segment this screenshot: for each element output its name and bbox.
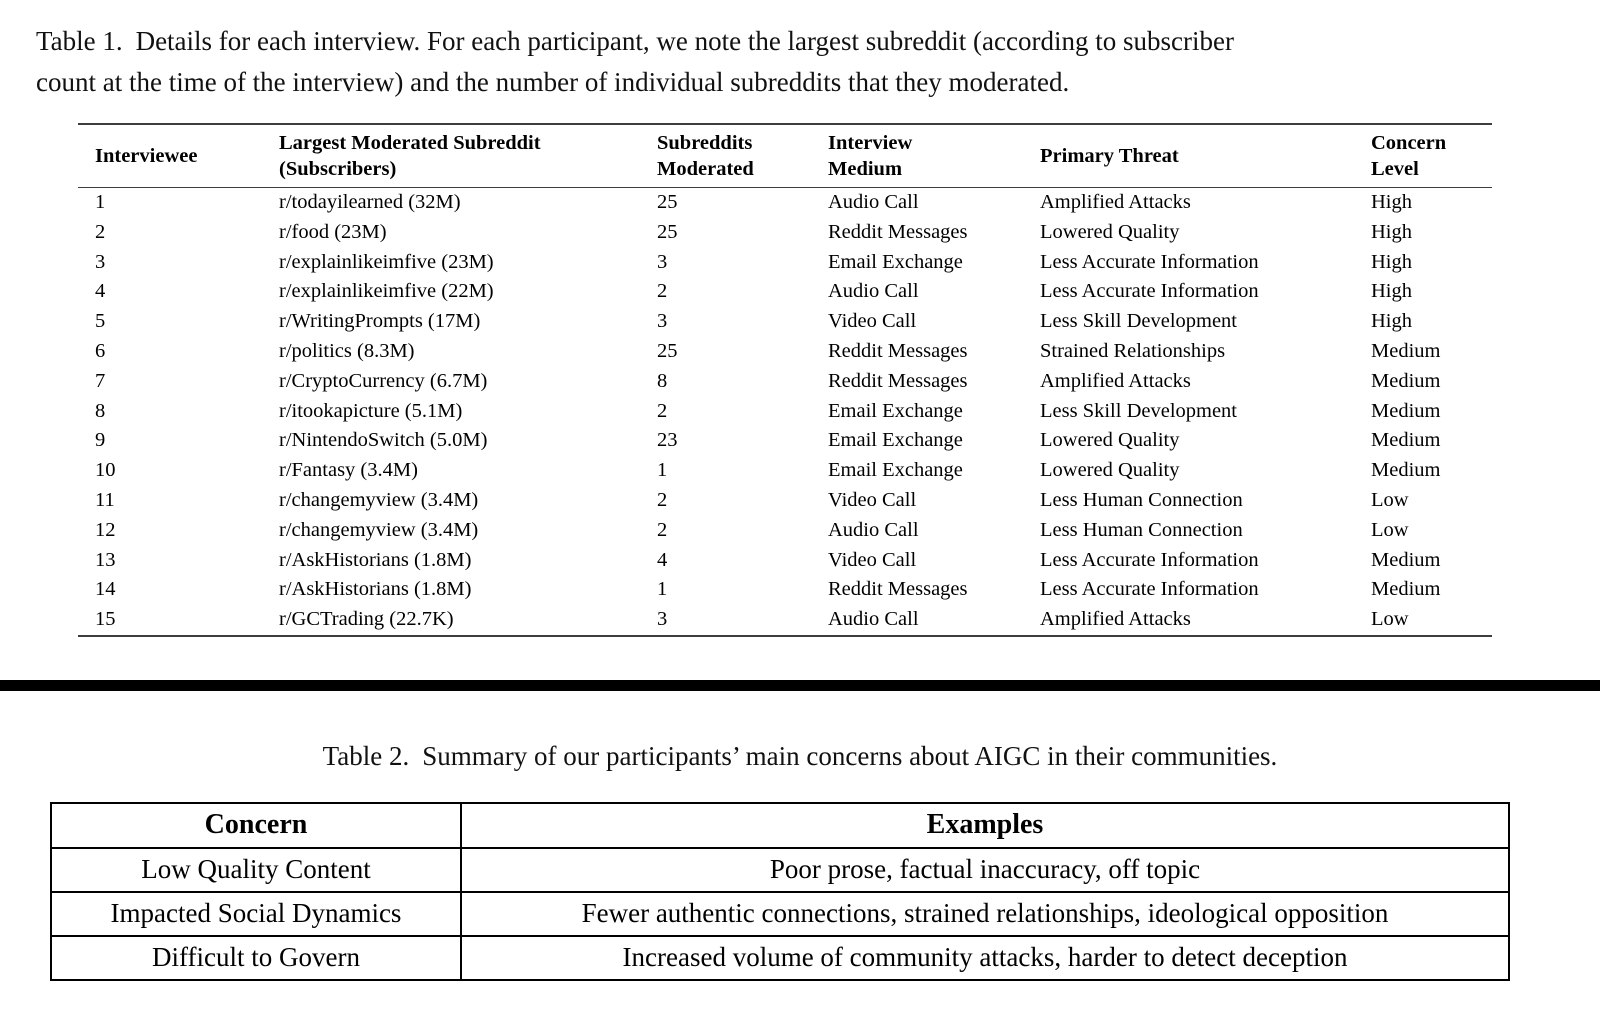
table-cell: 10 [95,459,116,482]
table-cell: Medium [1371,369,1441,392]
table1-caption-line2: count at the time of the interview) and the number of individual subreddits that they moderated. [36,67,1070,97]
table-cell: Less Accurate Information [1040,280,1259,303]
table-cell: 2 [657,488,668,511]
table-cell: Email Exchange [828,399,963,422]
table-cell: 23 [657,429,678,452]
table-cell: Audio Call [828,518,919,541]
table-row [51,848,1509,892]
table-cell: Reddit Messages [828,369,968,392]
table-cell: Increased volume of community attacks, harder to detect deception [461,936,1509,980]
table-cell: 5 [95,310,106,333]
table-row [78,456,1492,486]
table-cell: Amplified Attacks [1040,608,1191,631]
table-cell: High [1371,220,1412,243]
column-header-subreddits-moderated [657,124,828,188]
table-cell: 12 [95,518,116,541]
table-cell: Audio Call [828,608,919,631]
table2-caption [0,736,1600,777]
table2-caption-label: Table 2. [322,740,410,771]
table-cell: Less Human Connection [1040,518,1243,541]
table-cell: r/WritingPrompts (17M) [279,310,481,333]
header-line: Subreddits [657,132,753,154]
table-cell: Video Call [828,488,917,511]
header-line: Moderated [657,158,754,180]
table-cell: 14 [95,578,116,601]
table-cell: 13 [95,548,116,571]
table-row [78,218,1492,248]
table-cell: Impacted Social Dynamics [51,892,461,936]
table-cell: Poor prose, factual inaccuracy, off topic [461,848,1509,892]
table-cell: 8 [657,369,668,392]
interview-table-header [78,124,1492,188]
table-cell: 3 [657,250,668,273]
table-cell: Medium [1371,339,1441,362]
table-cell: Low [1371,518,1409,541]
table-row [78,546,1492,576]
table-cell: r/AskHistorians (1.8M) [279,578,472,601]
table-cell: Medium [1371,429,1441,452]
table-cell: Reddit Messages [828,220,968,243]
header-row [78,124,1492,188]
table-cell: Lowered Quality [1040,220,1180,243]
table-cell: 2 [657,518,668,541]
table-cell: Difficult to Govern [51,936,461,980]
column-header-concern-level [1371,124,1492,188]
table-row [78,277,1492,307]
table1-caption-label: Table 1. [36,26,123,56]
table-row [78,486,1492,516]
table-cell: Audio Call [828,191,919,213]
table-cell: Less Accurate Information [1040,250,1259,273]
table-cell: Video Call [828,548,917,571]
table-cell: r/politics (8.3M) [279,339,415,362]
header-row [51,803,1509,848]
column-header-concern: Concern [51,803,461,848]
table-cell: Less Accurate Information [1040,578,1259,601]
table-cell: Reddit Messages [828,578,968,601]
table-cell: Medium [1371,399,1441,422]
table-row [78,188,1492,218]
table-cell: 9 [95,429,106,452]
table-cell: Amplified Attacks [1040,191,1191,213]
table-cell: 1 [657,578,668,601]
table-cell: r/food (23M) [279,220,387,243]
table-cell: r/AskHistorians (1.8M) [279,548,472,571]
table-row [78,426,1492,456]
header-line: Interview [828,132,913,154]
table-cell: High [1371,310,1412,333]
table-cell: r/CryptoCurrency (6.7M) [279,369,488,392]
table-cell: Low [1371,608,1409,631]
table-cell: 1 [95,191,106,213]
paper-page [0,21,1600,1024]
table-cell: r/todayilearned (32M) [279,191,461,213]
table-cell: 8 [95,399,106,422]
table-cell: High [1371,280,1412,303]
table-cell: 25 [657,339,678,362]
column-header-interview-medium [828,124,1040,188]
table-cell: r/Fantasy (3.4M) [279,459,418,482]
table-row [78,605,1492,636]
concerns-table-header [51,803,1509,848]
table-cell: 4 [95,280,106,303]
table-row [78,575,1492,605]
table-cell: 7 [95,369,106,392]
table-cell: 3 [95,250,106,273]
interview-table-body [78,188,1492,636]
table-cell: Email Exchange [828,459,963,482]
table-cell: r/GCTrading (22.7K) [279,608,454,631]
table-row [78,516,1492,546]
header-line: Medium [828,158,903,180]
table-cell: Lowered Quality [1040,459,1180,482]
header-line: Primary Threat [1040,145,1179,167]
table-cell: Video Call [828,310,917,333]
table-cell: Low [1371,488,1409,511]
table-cell: Fewer authentic connections, strained relationships, ideological opposition [461,892,1509,936]
table-cell: Medium [1371,578,1441,601]
column-header-primary-threat [1040,124,1371,188]
table-cell: Audio Call [828,280,919,303]
table-row [78,248,1492,278]
table-row [78,337,1492,367]
table-row [51,936,1509,980]
table-cell: 2 [657,399,668,422]
table-cell: 2 [95,220,106,243]
table-cell: 25 [657,191,678,213]
table1-caption-text: Details for each interview. For each participant, we note the largest subreddit (according to subscriber [135,26,1234,56]
table-row [78,307,1492,337]
table-cell: Less Human Connection [1040,488,1243,511]
concerns-table-body [51,848,1509,980]
table-cell: r/changemyview (3.4M) [279,518,479,541]
table-cell: Medium [1371,548,1441,571]
table-cell: Email Exchange [828,250,963,273]
table1-caption-line1 [36,21,1600,62]
table-cell: High [1371,191,1412,213]
concerns-summary-table [50,802,1510,981]
column-header-interviewee [78,124,279,188]
table-cell: High [1371,250,1412,273]
table-cell: Less Skill Development [1040,399,1238,422]
table-cell: 1 [657,459,668,482]
column-header-largest-subreddit [279,124,657,188]
table-cell: 11 [95,488,115,511]
header-line: Interviewee [95,145,198,167]
table-cell: Reddit Messages [828,339,968,362]
table-cell: 3 [657,310,668,333]
header-line: (Subscribers) [279,158,397,180]
table-cell: Strained Relationships [1040,339,1226,362]
table-cell: Email Exchange [828,429,963,452]
table-cell: 2 [657,280,668,303]
table-row [78,397,1492,427]
table-cell: Less Skill Development [1040,310,1238,333]
table-cell: Lowered Quality [1040,429,1180,452]
table-cell: r/explainlikeimfive (22M) [279,280,494,303]
table-cell: r/changemyview (3.4M) [279,488,479,511]
interview-details-table [78,123,1492,637]
table-row [78,367,1492,397]
header-line: Largest Moderated Subreddit [279,132,541,154]
table-cell: r/itookapicture (5.1M) [279,399,463,422]
section-divider [0,680,1600,691]
table2-caption-text: Summary of our participants’ main concerns about AIGC in their communities. [422,740,1278,771]
table-cell: Amplified Attacks [1040,369,1191,392]
header-line: Level [1371,158,1419,180]
table-cell: r/explainlikeimfive (23M) [279,250,494,273]
header-line: Concern [1371,132,1447,154]
table-cell: Less Accurate Information [1040,548,1259,571]
column-header-examples: Examples [461,803,1509,848]
table-cell: 4 [657,548,668,571]
table-cell: Low Quality Content [51,848,461,892]
table-cell: 25 [657,220,678,243]
table1-caption [36,21,1600,103]
table-cell: Medium [1371,459,1441,482]
table-cell: r/NintendoSwitch (5.0M) [279,429,488,452]
table-row [51,892,1509,936]
table-cell: 3 [657,608,668,631]
table-cell: 6 [95,339,106,362]
table-cell: 15 [95,608,116,631]
